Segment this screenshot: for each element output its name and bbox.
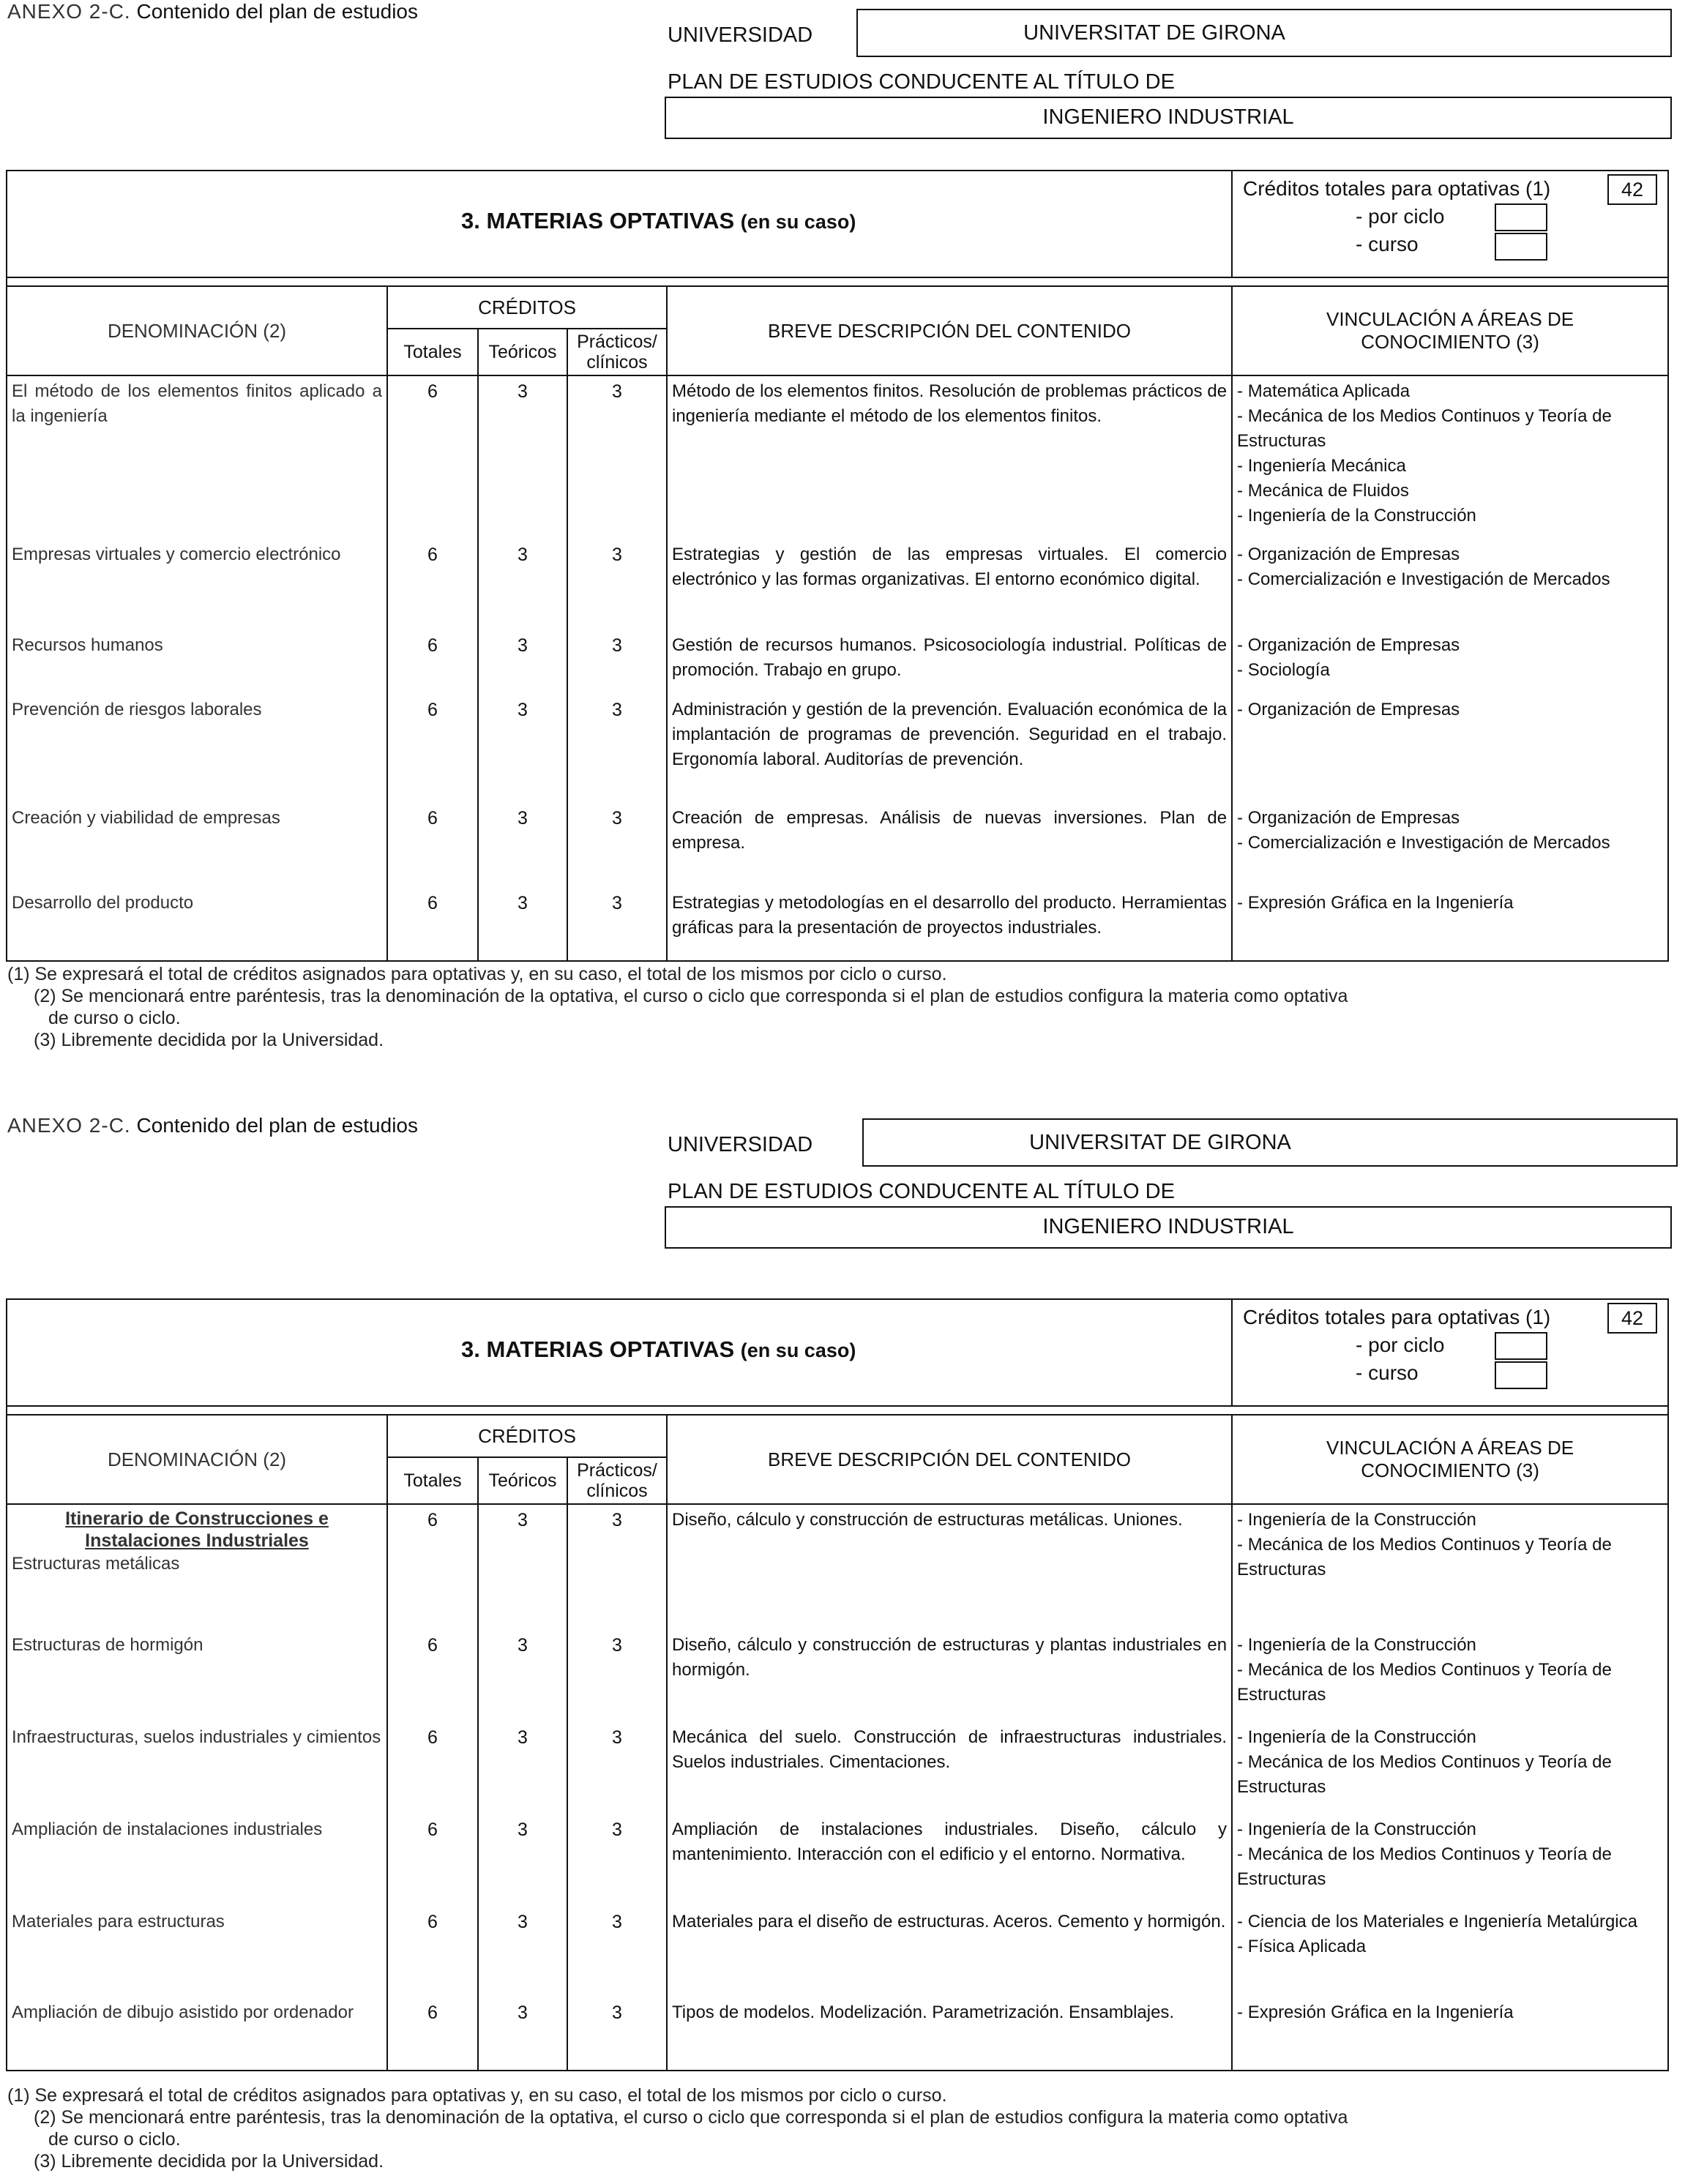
area-item: - Mecánica de los Medios Continuos y Teoría de Estructuras [1237,1535,1612,1579]
materia-totales: 6 [387,1814,478,1907]
materia-name-cell [7,695,387,803]
header-row [7,286,1668,329]
materia-totales: 6 [387,630,478,695]
materia-descripcion: Estrategias y metodologías en el desarrollo del producto. Herramientas gráficas para la presentación de proyectos industriales. [667,888,1232,961]
universidad-value: UNIVERSITAT DE GIRONA [856,9,1672,57]
materia-row [7,1997,1668,2071]
footnotes [7,2084,1348,2172]
por-ciclo-box [1495,203,1547,231]
materia-row [7,1504,1668,1630]
creditos-totales-value: 42 [1607,1303,1657,1334]
materia-name: Prevención de riesgos laborales [12,700,262,719]
materia-name: Creación y viabilidad de empresas [12,808,280,828]
curso-label: - curso [1356,233,1419,255]
materia-name-cell [7,1504,387,1630]
header-teoricos: Teóricos [478,329,567,375]
materia-practicos: 3 [567,1504,667,1630]
area-item: - Expresión Gráfica en la Ingeniería [1237,2002,1514,2022]
materia-row [7,375,1668,539]
section-title-cell [7,1299,1232,1406]
footnotes [7,963,1348,1051]
materia-descripcion: Administración y gestión de la prevención. Evaluación económica de la implantación de programas de prevención. Seguridad en el trabajo. Ergonomía laboral. Auditorías de prevención. [667,695,1232,803]
materia-areas [1232,1630,1668,1722]
header-totales: Totales [387,329,478,375]
materia-totales: 6 [387,803,478,888]
spacer-row [7,1406,1668,1415]
materia-teoricos: 3 [478,539,567,630]
materia-name-cell [7,803,387,888]
creditos-totales-cell [1232,171,1668,277]
materia-descripcion: Mecánica del suelo. Construcción de infraestructuras industriales. Suelos industriales. Cimentaciones. [667,1722,1232,1814]
header-creditos: CRÉDITOS [387,1415,667,1457]
area-item: - Sociología [1237,660,1330,680]
itinerary-title: Itinerario de Construcciones e Instalaciones Industriales [65,1508,329,1551]
materia-totales: 6 [387,375,478,539]
anexo-title: Contenido del plan de estudios [136,1114,418,1137]
materia-row [7,888,1668,961]
universidad-label: UNIVERSIDAD [668,23,813,47]
area-item: - Organización de Empresas [1237,635,1460,655]
creditos-totales-label: Créditos totales para optativas (1) [1243,177,1551,200]
materia-areas [1232,1722,1668,1814]
area-item: - Ingeniería Mecánica [1237,456,1406,476]
materia-descripcion: Materiales para el diseño de estructuras. Aceros. Cemento y hormigón. [667,1907,1232,1997]
materia-row [7,1630,1668,1722]
creditos-totales-value: 42 [1607,174,1657,205]
materia-totales: 6 [387,1907,478,1997]
section-title-main: 3. MATERIAS OPTATIVAS [461,208,735,233]
area-item: - Mecánica de Fluidos [1237,481,1409,501]
area-item: - Ciencia de los Materiales e Ingeniería Metalúrgica [1237,1912,1637,1931]
header-descripcion: BREVE DESCRIPCIÓN DEL CONTENIDO [667,286,1232,375]
por-ciclo-box [1495,1332,1547,1360]
materia-practicos: 3 [567,1722,667,1814]
anexo-header [7,0,418,23]
section-title-cell [7,171,1232,277]
area-item: - Comercialización e Investigación de Mercados [1237,833,1610,853]
materia-row [7,1722,1668,1814]
header-vinculacion: VINCULACIÓN A ÁREAS DE CONOCIMIENTO (3) [1232,1415,1668,1504]
materia-totales: 6 [387,539,478,630]
materia-areas [1232,888,1668,961]
materia-areas [1232,803,1668,888]
materia-practicos: 3 [567,630,667,695]
materia-name: Recursos humanos [12,635,163,655]
materia-teoricos: 3 [478,630,567,695]
materias-table [6,170,1669,962]
header-totales: Totales [387,1457,478,1504]
anexo-header [7,1114,418,1137]
creditos-totales-cell [1232,1299,1668,1406]
footnote: (1) Se expresará el total de créditos asignados para optativas y, en su caso, el total de los mismos por ciclo o curso. [7,964,947,984]
materia-practicos: 3 [567,539,667,630]
materia-name: Estructuras metálicas [12,1554,180,1574]
materia-teoricos: 3 [478,888,567,961]
materia-teoricos: 3 [478,695,567,803]
materia-name: Estructuras de hormigón [12,1635,203,1655]
materia-practicos: 3 [567,1907,667,1997]
materia-descripcion: Ampliación de instalaciones industriales. Diseño, cálculo y mantenimiento. Interacción con el edificio y el entorno. Normativa. [667,1814,1232,1907]
materia-name: Materiales para estructuras [12,1912,225,1931]
materias-table [6,1298,1669,2071]
materia-teoricos: 3 [478,1907,567,1997]
materia-practicos: 3 [567,1997,667,2071]
materia-totales: 6 [387,1504,478,1630]
header-practicos: Prácticos/ clínicos [567,1457,667,1504]
area-item: - Organización de Empresas [1237,808,1460,828]
section-title [461,1336,856,1363]
materia-descripcion: Creación de empresas. Análisis de nuevas inversiones. Plan de empresa. [667,803,1232,888]
materia-teoricos: 3 [478,1630,567,1722]
materia-name-cell [7,539,387,630]
header-creditos: CRÉDITOS [387,286,667,329]
creditos-totales-label: Créditos totales para optativas (1) [1243,1306,1551,1328]
materia-name-cell [7,375,387,539]
header-vinculacion: VINCULACIÓN A ÁREAS DE CONOCIMIENTO (3) [1232,286,1668,375]
area-item: - Ingeniería de la Construcción [1237,1820,1476,1839]
materia-totales: 6 [387,1722,478,1814]
area-item: - Ingeniería de la Construcción [1237,1727,1476,1747]
area-item: - Ingeniería de la Construcción [1237,506,1476,526]
area-item: - Matemática Aplicada [1237,381,1411,401]
materia-descripcion: Diseño, cálculo y construcción de estructuras y plantas industriales en hormigón. [667,1630,1232,1722]
header-descripcion: BREVE DESCRIPCIÓN DEL CONTENIDO [667,1415,1232,1504]
titulo-value: INGENIERO INDUSTRIAL [665,97,1672,139]
materia-practicos: 3 [567,1814,667,1907]
curso-box [1495,233,1547,261]
materia-name-cell [7,1722,387,1814]
materia-teoricos: 3 [478,1997,567,2071]
materia-areas [1232,375,1668,539]
materia-name-cell [7,888,387,961]
materia-name-cell [7,630,387,695]
curso-box [1495,1361,1547,1389]
anexo-code: ANEXO 2-C. [7,1114,131,1137]
area-item: - Física Aplicada [1237,1937,1367,1956]
universidad-label: UNIVERSIDAD [668,1133,813,1156]
materia-areas [1232,1814,1668,1907]
materia-teoricos: 3 [478,1814,567,1907]
materia-areas [1232,630,1668,695]
materia-totales: 6 [387,888,478,961]
materia-practicos: 3 [567,695,667,803]
materia-teoricos: 3 [478,1722,567,1814]
materia-totales: 6 [387,1630,478,1722]
plan-label: PLAN DE ESTUDIOS CONDUCENTE AL TÍTULO DE [668,70,1175,94]
materia-descripcion: Método de los elementos finitos. Resolución de problemas prácticos de ingeniería mediante el método de los elementos finitos. [667,375,1232,539]
materia-descripcion: Tipos de modelos. Modelización. Parametrización. Ensamblajes. [667,1997,1232,2071]
materia-teoricos: 3 [478,1504,567,1630]
footnote: de curso o ciclo. [48,2129,181,2150]
materia-row [7,803,1668,888]
section-title-main: 3. MATERIAS OPTATIVAS [461,1336,735,1362]
materia-name: Ampliación de instalaciones industriales [12,1820,323,1839]
area-item: - Expresión Gráfica en la Ingeniería [1237,893,1514,913]
materia-row [7,539,1668,630]
spacer-row [7,277,1668,286]
header-denominacion: DENOMINACIÓN (2) [7,286,387,375]
area-item: - Ingeniería de la Construcción [1237,1510,1476,1530]
area-item: - Mecánica de los Medios Continuos y Teoría de Estructuras [1237,406,1612,451]
materia-name-cell [7,1630,387,1722]
footnote: (1) Se expresará el total de créditos asignados para optativas y, en su caso, el total de los mismos por ciclo o curso. [7,2085,947,2106]
header-denominacion: DENOMINACIÓN (2) [7,1415,387,1504]
materia-practicos: 3 [567,1630,667,1722]
plan-label: PLAN DE ESTUDIOS CONDUCENTE AL TÍTULO DE [668,1180,1175,1203]
materia-name: Desarrollo del producto [12,893,194,913]
header-practicos: Prácticos/ clínicos [567,329,667,375]
footnote: (3) Libremente decidida por la Universidad. [34,1030,384,1050]
materia-areas [1232,1997,1668,2071]
materia-row [7,695,1668,803]
anexo-code: ANEXO 2-C. [7,0,131,23]
area-item: - Organización de Empresas [1237,545,1460,564]
section-title-suffix: (en su caso) [740,1339,856,1361]
materia-practicos: 3 [567,803,667,888]
materia-row [7,1814,1668,1907]
area-item: - Organización de Empresas [1237,700,1460,719]
materia-row [7,1907,1668,1997]
materia-name-cell [7,1907,387,1997]
materia-descripcion: Estrategias y gestión de las empresas virtuales. El comercio electrónico y las formas organizativas. El entorno económico digital. [667,539,1232,630]
materia-practicos: 3 [567,375,667,539]
materia-areas [1232,1504,1668,1630]
materia-practicos: 3 [567,888,667,961]
materia-descripcion: Diseño, cálculo y construcción de estructuras metálicas. Uniones. [667,1504,1232,1630]
curso-label: - curso [1356,1361,1419,1384]
footnote: (2) Se mencionará entre paréntesis, tras la denominación de la optativa, el curso o ciclo que corresponda si el plan de estudios configura la materia como optativa [34,2107,1348,2128]
footnote: (3) Libremente decidida por la Universidad. [34,2151,384,2172]
materia-totales: 6 [387,695,478,803]
area-item: - Mecánica de los Medios Continuos y Teoría de Estructuras [1237,1660,1612,1705]
materia-name: Empresas virtuales y comercio electrónico [12,545,341,564]
area-item: - Mecánica de los Medios Continuos y Teoría de Estructuras [1237,1752,1612,1797]
footnote: (2) Se mencionará entre paréntesis, tras la denominación de la optativa, el curso o ciclo que corresponda si el plan de estudios configura la materia como optativa [34,986,1348,1006]
materia-areas [1232,1907,1668,1997]
header-teoricos: Teóricos [478,1457,567,1504]
materia-descripcion: Gestión de recursos humanos. Psicosociología industrial. Políticas de promoción. Trabajo en grupo. [667,630,1232,695]
materia-areas [1232,539,1668,630]
section-title-row [7,171,1668,277]
section-title [461,208,856,234]
area-item: - Ingeniería de la Construcción [1237,1635,1476,1655]
por-ciclo-label: - por ciclo [1356,205,1445,228]
por-ciclo-label: - por ciclo [1356,1334,1445,1356]
area-item: - Mecánica de los Medios Continuos y Teoría de Estructuras [1237,1844,1612,1889]
materia-teoricos: 3 [478,803,567,888]
section-title-suffix: (en su caso) [740,211,856,233]
spacer-cell [7,277,1668,286]
universidad-value: UNIVERSITAT DE GIRONA [862,1118,1678,1167]
header-row [7,1415,1668,1457]
materia-totales: 6 [387,1997,478,2071]
materia-name: El método de los elementos finitos aplicado a la ingeniería [12,381,382,426]
materia-row [7,630,1668,695]
materia-teoricos: 3 [478,375,567,539]
materia-name-cell [7,1814,387,1907]
document-page [0,1092,1685,2184]
area-item: - Comercialización e Investigación de Mercados [1237,569,1610,589]
anexo-title: Contenido del plan de estudios [136,0,418,23]
materia-name: Ampliación de dibujo asistido por ordenador [12,2002,354,2022]
materia-areas [1232,695,1668,803]
materia-name: Infraestructuras, suelos industriales y cimientos [12,1727,381,1747]
footnote: de curso o ciclo. [48,1008,181,1028]
spacer-cell [7,1406,1668,1415]
section-title-row [7,1299,1668,1406]
materia-name-cell [7,1997,387,2071]
titulo-value: INGENIERO INDUSTRIAL [665,1206,1672,1249]
